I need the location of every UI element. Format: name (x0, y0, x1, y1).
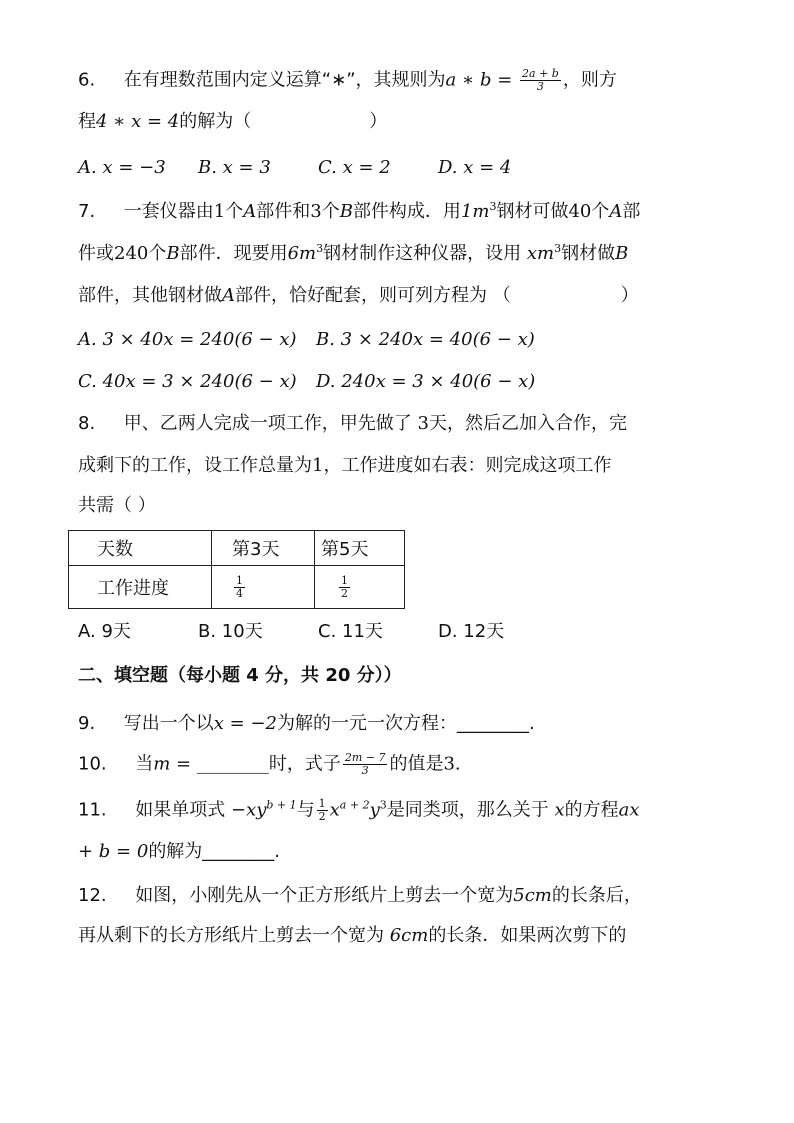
q12-t: 如图，小刚先从一个正方形纸片上剪去一个宽为 (135, 885, 514, 906)
q12-number: 12. (78, 885, 107, 906)
q12-t: 再从剩下的长方形纸片上剪去一个宽为 (78, 925, 390, 946)
q7-t: 一套仪器由 (123, 201, 214, 222)
q12-t: 的长条．如果两次剪下的 (428, 925, 627, 946)
q11-t: ax (618, 799, 640, 821)
q6-option-b: B. x = 3 (198, 157, 271, 178)
q7-t: 部件构成．用 (352, 201, 461, 222)
q9-t: 写出一个以 (123, 713, 214, 734)
q10-line (78, 752, 461, 777)
q10-t: 当 (135, 753, 154, 775)
q7-t: 1m (460, 201, 490, 222)
q11-t: a + 2 (339, 798, 370, 812)
q11-t: 3 (379, 798, 387, 812)
table-row (69, 566, 405, 609)
q6-number: 6. (78, 69, 96, 91)
progress-table (68, 530, 405, 609)
q8-t: 成剩下的工作，设工作总量为 (78, 455, 312, 476)
q10-t: 3. (443, 753, 461, 775)
q7-t: 部件，其他钢材做 (78, 285, 222, 306)
q11-t: −xy (230, 799, 267, 821)
q7-t: B (339, 201, 353, 222)
q7-options-row1 (78, 328, 535, 352)
fraction: $\frac{1}{2}$ (341, 573, 348, 600)
q7-t: 3 (310, 201, 322, 222)
q7-t: A (609, 201, 623, 222)
q7-t: 3 (489, 200, 497, 213)
q7-t: 钢材可做 (496, 201, 569, 222)
q7-t: A (222, 285, 235, 306)
q6-text: 在有理数范围内定义运算“ (123, 69, 332, 91)
q6-l2-text: 程 (78, 111, 96, 132)
q6-option-c: C. x = 2 (318, 157, 391, 178)
q12-line1 (78, 884, 642, 908)
fraction: $\frac{2m - 7}{3}$ (344, 751, 386, 777)
q7-t: 个 (591, 201, 610, 222)
q7-t: 部件和 (256, 201, 311, 222)
q12-line2 (78, 924, 626, 948)
q6-star: ∗ (331, 69, 347, 91)
q8-options (78, 620, 504, 644)
q9-t: 为解的一元一次方程：________. (277, 713, 535, 734)
q11-t: x (554, 799, 565, 821)
q6-l2-paren: ） (369, 111, 388, 132)
table-cell: 工作进度 (69, 566, 212, 609)
q6-text3: ，则方 (562, 69, 617, 91)
q6-option-d: D. x = 4 (438, 157, 512, 178)
q8-t: 甲、乙两人完成一项工作，甲先做了 (123, 413, 418, 434)
q11-t: + b = 0 (78, 841, 149, 862)
q9-t: x = −2 (213, 713, 278, 734)
q11-number: 11. (78, 799, 107, 821)
q7-t: B (615, 243, 629, 264)
q11-t: y (369, 799, 380, 821)
table-header-cell: 第3天 (212, 531, 315, 566)
q8-t: ，工作进度如右表：则完成这项工作 (323, 455, 612, 476)
q8-option-b: B. 10天 (198, 621, 263, 642)
q7-t: 个 (225, 201, 244, 222)
q7-line2 (78, 242, 628, 266)
q7-t: 个 (321, 201, 340, 222)
q12-t: 6cm (389, 925, 429, 946)
q11-t: 是同类项，那么关于 (386, 799, 555, 821)
q6-option-a: A. x = −3 (78, 157, 166, 178)
q6-l2-text2: 的解为（ (179, 111, 252, 132)
table-cell (212, 566, 315, 609)
q8-line2 (78, 454, 611, 478)
q11-t: 与 (296, 799, 315, 821)
q7-line3 (78, 284, 639, 308)
q7-t: ） (620, 285, 639, 306)
q8-number: 8. (78, 413, 96, 434)
table-cell (315, 566, 405, 609)
q7-t: A (243, 201, 257, 222)
table-row (69, 531, 405, 566)
q8-t: 1 (312, 455, 324, 476)
q7-t: 部件．现要用 (179, 243, 288, 264)
q7-t: 个 (148, 243, 167, 264)
q7-line1 (78, 200, 640, 224)
fraction: $\frac{1}{2}$ (318, 797, 326, 823)
q8-t: 3 (417, 413, 429, 434)
q8-option-a: A. 9天 (78, 621, 131, 642)
q7-t: xm (526, 243, 555, 264)
q8-t: 共需（ ） (78, 495, 156, 516)
q7-t: 部 (622, 201, 641, 222)
q10-t: m = ________ (153, 753, 269, 775)
q7-t: 钢材制作这种仪器，设用 (323, 243, 527, 264)
fraction: $\frac{1}{4}$ (236, 573, 243, 600)
q7-t: 件或 (78, 243, 114, 264)
q6-equation: 4 ∗ x = 4 (96, 111, 180, 132)
q8-line1 (78, 412, 627, 436)
q6-expr: a ∗ b = (445, 69, 519, 91)
q7-t: 3 (554, 242, 562, 255)
q10-number: 10. (78, 753, 107, 775)
q9-number: 9. (78, 713, 96, 734)
q11-t: x (329, 799, 340, 821)
q7-t: 1 (213, 201, 226, 222)
table-header-cell: 第5天 (315, 531, 405, 566)
q11-line1 (78, 798, 640, 823)
q7-t: 部件，恰好配套，则可列方程为 （ (235, 285, 511, 306)
q7-option-d: D. 240x = 3 × 40(6 − x) (316, 371, 536, 392)
q7-t: B (166, 243, 180, 264)
q9-line (78, 712, 535, 736)
q7-t: 3 (316, 242, 324, 255)
q8-line3 (78, 494, 156, 518)
q11-t: b + 1 (266, 798, 297, 812)
q7-number: 7. (78, 201, 96, 222)
q10-t: 时，式子 (268, 753, 341, 775)
q6-options (78, 156, 511, 180)
q11-t: 的解为________. (148, 841, 281, 862)
table-header-cell: 天数 (69, 531, 212, 566)
q12-t: 5cm (513, 885, 552, 906)
q7-option-c: C. 40x = 3 × 240(6 − x) (78, 371, 297, 392)
q6-line2 (78, 110, 387, 134)
q8-option-d: D. 12天 (438, 621, 505, 642)
q7-options-row2 (78, 370, 535, 394)
q7-t: 40 (568, 201, 592, 222)
q7-t: 6m (287, 243, 317, 264)
q7-option-b: B. 3 × 240x = 40(6 − x) (316, 329, 535, 350)
q6-text2: ”，其规则为 (346, 69, 446, 91)
section-heading: 二、填空题（每小题 4 分，共 20 分）） (78, 665, 402, 686)
q8-option-c: C. 11天 (318, 621, 383, 642)
q8-t: 天，然后乙加入合作，完 (428, 413, 627, 434)
q11-line2 (78, 840, 280, 864)
q11-t: 如果单项式 (135, 799, 231, 821)
q7-t: 240 (114, 243, 149, 264)
q12-t: 的长条后， (551, 885, 642, 906)
q6-line1 (78, 68, 617, 93)
q10-t: 的值是 (389, 753, 444, 775)
q7-t: 钢材做 (561, 243, 616, 264)
q11-t: 的方程 (564, 799, 619, 821)
q6-fraction: $\frac{2a + b}{3}$ (522, 67, 559, 93)
q7-option-a: A. 3 × 40x = 240(6 − x) (78, 329, 297, 350)
